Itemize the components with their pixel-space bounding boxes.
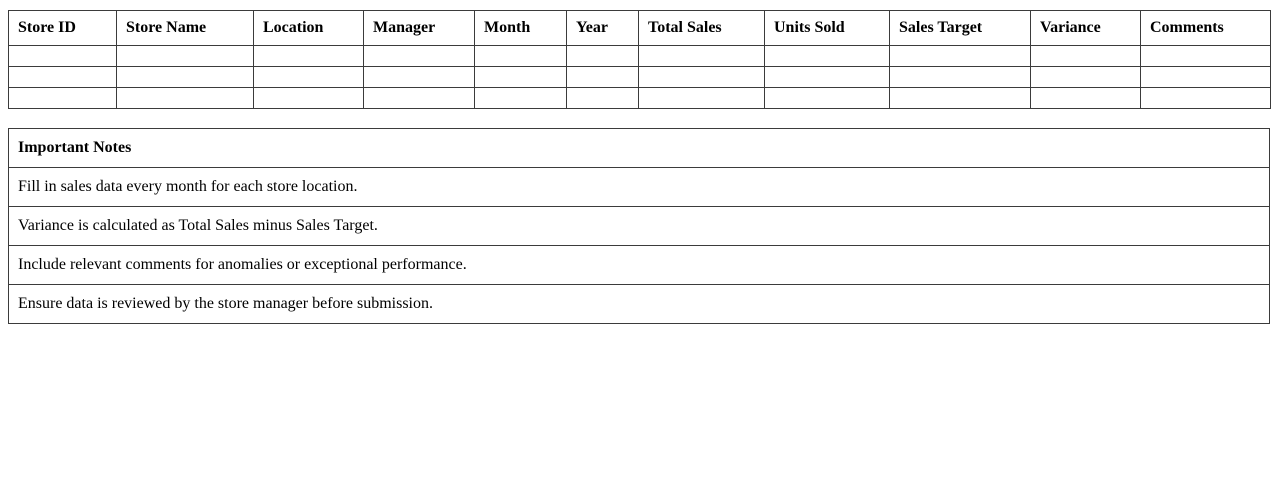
empty-cell bbox=[639, 46, 765, 67]
empty-cell bbox=[364, 46, 475, 67]
empty-cell bbox=[1141, 67, 1271, 88]
empty-cell bbox=[9, 67, 117, 88]
note-item: Include relevant comments for anomalies or exceptional performance. bbox=[9, 246, 1270, 285]
table-row bbox=[9, 67, 1271, 88]
empty-cell bbox=[639, 88, 765, 109]
note-item: Variance is calculated as Total Sales minus Sales Target. bbox=[9, 207, 1270, 246]
empty-cell bbox=[765, 46, 890, 67]
empty-cell bbox=[254, 88, 364, 109]
notes-title: Important Notes bbox=[9, 129, 1270, 168]
empty-cell bbox=[1141, 88, 1271, 109]
empty-cell bbox=[1031, 46, 1141, 67]
empty-cell bbox=[117, 88, 254, 109]
empty-cell bbox=[475, 67, 567, 88]
empty-cell bbox=[9, 46, 117, 67]
note-item: Fill in sales data every month for each store location. bbox=[9, 168, 1270, 207]
column-header-units-sold: Units Sold bbox=[765, 11, 890, 46]
note-row bbox=[9, 246, 1270, 285]
empty-cell bbox=[117, 46, 254, 67]
empty-cell bbox=[1031, 67, 1141, 88]
empty-cell bbox=[1031, 88, 1141, 109]
column-header-year: Year bbox=[567, 11, 639, 46]
empty-cell bbox=[1141, 46, 1271, 67]
empty-cell bbox=[117, 67, 254, 88]
column-header-variance: Variance bbox=[1031, 11, 1141, 46]
empty-cell bbox=[765, 88, 890, 109]
empty-cell bbox=[364, 88, 475, 109]
sales-data-table bbox=[8, 10, 1271, 109]
column-header-month: Month bbox=[475, 11, 567, 46]
empty-cell bbox=[890, 67, 1031, 88]
table-row bbox=[9, 46, 1271, 67]
empty-cell bbox=[890, 46, 1031, 67]
empty-cell bbox=[9, 88, 117, 109]
table-row bbox=[9, 88, 1271, 109]
note-row bbox=[9, 207, 1270, 246]
empty-cell bbox=[475, 46, 567, 67]
note-row bbox=[9, 168, 1270, 207]
empty-cell bbox=[567, 46, 639, 67]
empty-cell bbox=[567, 67, 639, 88]
note-row bbox=[9, 285, 1270, 324]
empty-cell bbox=[890, 88, 1031, 109]
column-header-total-sales: Total Sales bbox=[639, 11, 765, 46]
column-header-sales-target: Sales Target bbox=[890, 11, 1031, 46]
empty-cell bbox=[765, 67, 890, 88]
column-header-comments: Comments bbox=[1141, 11, 1271, 46]
column-header-store-id: Store ID bbox=[9, 11, 117, 46]
note-item: Ensure data is reviewed by the store manager before submission. bbox=[9, 285, 1270, 324]
column-header-location: Location bbox=[254, 11, 364, 46]
empty-cell bbox=[475, 88, 567, 109]
header-row bbox=[9, 11, 1271, 46]
column-header-manager: Manager bbox=[364, 11, 475, 46]
empty-cell bbox=[639, 67, 765, 88]
notes-header-row bbox=[9, 129, 1270, 168]
empty-cell bbox=[567, 88, 639, 109]
empty-cell bbox=[254, 67, 364, 88]
empty-cell bbox=[364, 67, 475, 88]
empty-cell bbox=[254, 46, 364, 67]
column-header-store-name: Store Name bbox=[117, 11, 254, 46]
important-notes-table bbox=[8, 128, 1270, 324]
